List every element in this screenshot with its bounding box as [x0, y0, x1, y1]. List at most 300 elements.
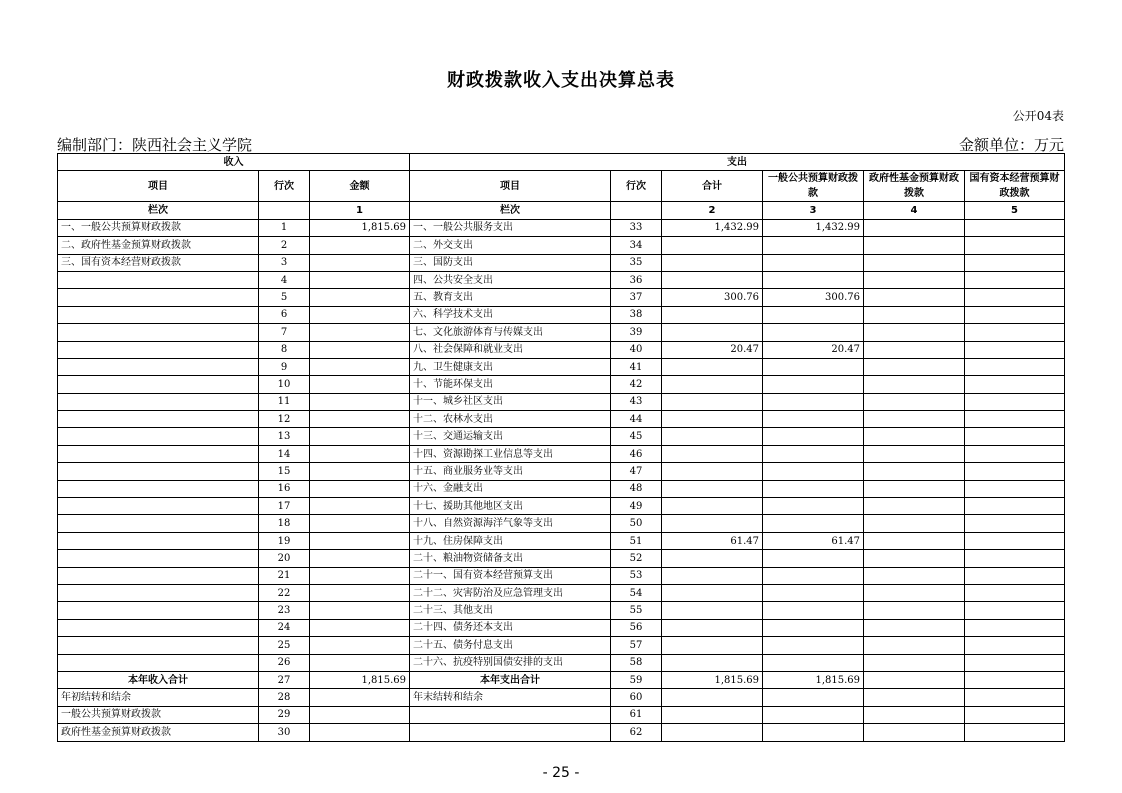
- expense-line-cell: 46: [611, 445, 662, 462]
- table-number: 公开04表: [1012, 109, 1064, 123]
- table-row: [58, 724, 1065, 741]
- total-cell: [662, 515, 763, 532]
- fund-budget-cell: [864, 706, 965, 723]
- income-amount-header: 金额: [310, 171, 410, 202]
- column-label: 栏次: [410, 202, 611, 219]
- table-row: [58, 463, 1065, 480]
- income-item-cell: [58, 532, 259, 549]
- table-row: [58, 376, 1065, 393]
- income-amount-cell: [310, 428, 410, 445]
- fund-budget-cell: [864, 671, 965, 688]
- expense-item-cell: 十、节能环保支出: [410, 376, 611, 393]
- general-budget-cell: 20.47: [763, 341, 864, 358]
- capital-budget-cell: [965, 480, 1065, 497]
- total-cell: [662, 637, 763, 654]
- expense-item-cell: 五、教育支出: [410, 289, 611, 306]
- general-budget-cell: [763, 358, 864, 375]
- table-row: [58, 289, 1065, 306]
- income-item-cell: [58, 480, 259, 497]
- fund-budget-cell: [864, 689, 965, 706]
- expense-item-cell: 年末结转和结余: [410, 689, 611, 706]
- total-cell: [662, 498, 763, 515]
- general-budget-cell: [763, 515, 864, 532]
- expense-line-cell: 44: [611, 411, 662, 428]
- fund-budget-cell: [864, 584, 965, 601]
- fund-budget-cell: [864, 358, 965, 375]
- fund-budget-cell: [864, 271, 965, 288]
- income-item-cell: [58, 445, 259, 462]
- total-cell: [662, 411, 763, 428]
- income-amount-cell: [310, 498, 410, 515]
- income-item-cell: 年初结转和结余: [58, 689, 259, 706]
- income-item-cell: [58, 271, 259, 288]
- expense-line-cell: 52: [611, 550, 662, 567]
- table-row: [58, 358, 1065, 375]
- expense-item-cell: 九、卫生健康支出: [410, 358, 611, 375]
- expense-line-cell: 45: [611, 428, 662, 445]
- expense-line-cell: 34: [611, 237, 662, 254]
- capital-budget-cell: [965, 654, 1065, 671]
- total-cell: [662, 358, 763, 375]
- general-budget-cell: [763, 445, 864, 462]
- total-cell: [662, 584, 763, 601]
- income-amount-cell: 1,815.69: [310, 671, 410, 688]
- general-budget-cell: 300.76: [763, 289, 864, 306]
- total-cell: [662, 428, 763, 445]
- page-title: 财政拨款收入支出决算总表: [447, 70, 675, 91]
- table-row: [58, 689, 1065, 706]
- capital-budget-cell: [965, 706, 1065, 723]
- budget-summary-table: [57, 153, 1065, 742]
- total-cell: [662, 724, 763, 741]
- department-label: 编制部门：陕西社会主义学院: [57, 136, 253, 154]
- income-amount-cell: [310, 637, 410, 654]
- income-item-cell: [58, 637, 259, 654]
- table-row: [58, 306, 1065, 323]
- expense-line-cell: 49: [611, 498, 662, 515]
- table-row: [58, 567, 1065, 584]
- capital-budget-cell: [965, 254, 1065, 271]
- income-amount-cell: [310, 358, 410, 375]
- general-budget-cell: [763, 724, 864, 741]
- expense-item-cell: [410, 706, 611, 723]
- fund-budget-cell: [864, 515, 965, 532]
- total-cell: [662, 237, 763, 254]
- expense-line-cell: 59: [611, 671, 662, 688]
- income-item-cell: [58, 463, 259, 480]
- expense-line-cell: 61: [611, 706, 662, 723]
- fund-budget-cell: [864, 254, 965, 271]
- table-row: [58, 637, 1065, 654]
- income-item-cell: [58, 654, 259, 671]
- total-cell: [662, 254, 763, 271]
- income-item-cell: 二、政府性基金预算财政拨款: [58, 237, 259, 254]
- general-budget-cell: [763, 654, 864, 671]
- income-item-cell: 政府性基金预算财政拨款: [58, 724, 259, 741]
- fund-budget-cell: [864, 567, 965, 584]
- table-row: [58, 706, 1065, 723]
- table-row: [58, 498, 1065, 515]
- fund-budget-cell: [864, 550, 965, 567]
- column-number: 4: [864, 202, 965, 219]
- total-cell: [662, 567, 763, 584]
- general-budget-cell: [763, 637, 864, 654]
- general-budget-cell: [763, 498, 864, 515]
- total-cell: [662, 706, 763, 723]
- expense-line-cell: 40: [611, 341, 662, 358]
- table-row: [58, 445, 1065, 462]
- income-line-cell: 27: [259, 671, 310, 688]
- fund-budget-cell: [864, 619, 965, 636]
- general-budget-cell: [763, 393, 864, 410]
- income-amount-cell: [310, 306, 410, 323]
- income-item-cell: [58, 602, 259, 619]
- fund-budget-cell: [864, 376, 965, 393]
- general-budget-cell: [763, 602, 864, 619]
- income-amount-cell: [310, 289, 410, 306]
- income-line-cell: 10: [259, 376, 310, 393]
- expense-item-cell: 十七、援助其他地区支出: [410, 498, 611, 515]
- fund-budget-cell: [864, 498, 965, 515]
- expense-item-cell: 三、国防支出: [410, 254, 611, 271]
- table-row: [58, 602, 1065, 619]
- expense-item-cell: [410, 724, 611, 741]
- general-budget-cell: 1,432.99: [763, 219, 864, 236]
- income-amount-cell: [310, 237, 410, 254]
- general-budget-cell: [763, 376, 864, 393]
- expense-line-cell: 33: [611, 219, 662, 236]
- income-line-cell: 2: [259, 237, 310, 254]
- capital-budget-cell: [965, 289, 1065, 306]
- income-item-header: 项目: [58, 171, 259, 202]
- income-line-cell: 5: [259, 289, 310, 306]
- total-cell: [662, 480, 763, 497]
- income-line-cell: 12: [259, 411, 310, 428]
- general-budget-cell: [763, 306, 864, 323]
- total-cell: [662, 445, 763, 462]
- income-item-cell: [58, 515, 259, 532]
- expense-line-cell: 60: [611, 689, 662, 706]
- fund-budget-cell: [864, 306, 965, 323]
- general-budget-cell: [763, 237, 864, 254]
- income-line-cell: 21: [259, 567, 310, 584]
- capital-budget-cell: [965, 567, 1065, 584]
- general-budget-cell: 1,815.69: [763, 671, 864, 688]
- income-amount-cell: [310, 324, 410, 341]
- fund-budget-cell: [864, 724, 965, 741]
- income-item-cell: [58, 289, 259, 306]
- general-budget-cell: 61.47: [763, 532, 864, 549]
- income-amount-cell: [310, 706, 410, 723]
- capital-budget-cell: [965, 358, 1065, 375]
- income-amount-cell: [310, 619, 410, 636]
- income-line-cell: 25: [259, 637, 310, 654]
- table-row: [58, 324, 1065, 341]
- income-line-cell: 9: [259, 358, 310, 375]
- general-budget-cell: [763, 619, 864, 636]
- expense-header: 支出: [410, 154, 1065, 171]
- fund-budget-cell: [864, 411, 965, 428]
- total-cell: 300.76: [662, 289, 763, 306]
- total-cell: [662, 306, 763, 323]
- capital-budget-cell: [965, 271, 1065, 288]
- expense-line-cell: 51: [611, 532, 662, 549]
- capital-budget-cell: [965, 532, 1065, 549]
- income-item-cell: 一、一般公共预算财政拨款: [58, 219, 259, 236]
- income-line-cell: 8: [259, 341, 310, 358]
- total-cell: [662, 393, 763, 410]
- capital-budget-cell: [965, 550, 1065, 567]
- income-amount-cell: [310, 254, 410, 271]
- income-line-cell: 4: [259, 271, 310, 288]
- expense-line-cell: 55: [611, 602, 662, 619]
- income-amount-cell: [310, 724, 410, 741]
- column-number: 3: [763, 202, 864, 219]
- expense-item-header: 项目: [410, 171, 611, 202]
- total-cell: 20.47: [662, 341, 763, 358]
- capital-budget-cell: [965, 341, 1065, 358]
- expense-line-cell: 47: [611, 463, 662, 480]
- expense-item-cell: 六、科学技术支出: [410, 306, 611, 323]
- expense-item-cell: 二十四、债务还本支出: [410, 619, 611, 636]
- expense-item-cell: 二、外交支出: [410, 237, 611, 254]
- general-budget-cell: [763, 480, 864, 497]
- income-line-cell: 13: [259, 428, 310, 445]
- expense-item-cell: 十四、资源勘探工业信息等支出: [410, 445, 611, 462]
- expense-line-header: 行次: [611, 171, 662, 202]
- general-budget-cell: [763, 567, 864, 584]
- capital-budget-cell: [965, 619, 1065, 636]
- general-budget-cell: [763, 584, 864, 601]
- expense-line-cell: 37: [611, 289, 662, 306]
- total-cell: [662, 654, 763, 671]
- income-amount-cell: [310, 480, 410, 497]
- income-amount-cell: 1,815.69: [310, 219, 410, 236]
- capital-budget-cell: [965, 376, 1065, 393]
- expense-line-cell: 36: [611, 271, 662, 288]
- column-label-blank: [611, 202, 662, 219]
- income-amount-cell: [310, 376, 410, 393]
- expense-line-cell: 50: [611, 515, 662, 532]
- income-header: 收入: [58, 154, 410, 171]
- capital-budget-cell: [965, 324, 1065, 341]
- expense-line-cell: 53: [611, 567, 662, 584]
- table-row: [58, 584, 1065, 601]
- fund-budget-cell: [864, 602, 965, 619]
- column-label-blank: [259, 202, 310, 219]
- fund-budget-cell: [864, 532, 965, 549]
- expense-line-cell: 35: [611, 254, 662, 271]
- expense-item-cell: 本年支出合计: [410, 671, 611, 688]
- expense-item-cell: 十二、农林水支出: [410, 411, 611, 428]
- total-cell: 61.47: [662, 532, 763, 549]
- fund-budget-cell: [864, 637, 965, 654]
- expense-line-cell: 57: [611, 637, 662, 654]
- capital-budget-cell: [965, 219, 1065, 236]
- income-line-cell: 17: [259, 498, 310, 515]
- expense-item-cell: 十一、城乡社区支出: [410, 393, 611, 410]
- general-budget-cell: [763, 411, 864, 428]
- fund-budget-cell: [864, 393, 965, 410]
- general-budget-cell: [763, 550, 864, 567]
- fund-budget-cell: [864, 463, 965, 480]
- general-budget-cell: [763, 706, 864, 723]
- expense-line-cell: 43: [611, 393, 662, 410]
- income-line-cell: 29: [259, 706, 310, 723]
- income-line-cell: 15: [259, 463, 310, 480]
- income-item-cell: 一般公共预算财政拨款: [58, 706, 259, 723]
- table-body: [58, 219, 1065, 741]
- income-amount-cell: [310, 550, 410, 567]
- capital-budget-cell: [965, 428, 1065, 445]
- expense-item-cell: 十三、交通运输支出: [410, 428, 611, 445]
- table-row: [58, 480, 1065, 497]
- expense-item-cell: 十九、住房保障支出: [410, 532, 611, 549]
- total-cell: [662, 376, 763, 393]
- income-amount-cell: [310, 411, 410, 428]
- table-row: [58, 341, 1065, 358]
- income-item-cell: 本年收入合计: [58, 671, 259, 688]
- table-row: [58, 515, 1065, 532]
- capital-budget-header: 国有资本经营预算财政拨款: [965, 171, 1065, 202]
- total-cell: [662, 550, 763, 567]
- expense-item-cell: 十五、商业服务业等支出: [410, 463, 611, 480]
- fund-budget-cell: [864, 237, 965, 254]
- income-line-header: 行次: [259, 171, 310, 202]
- general-budget-cell: [763, 689, 864, 706]
- income-line-cell: 22: [259, 584, 310, 601]
- income-line-cell: 1: [259, 219, 310, 236]
- general-budget-cell: [763, 428, 864, 445]
- income-item-cell: [58, 584, 259, 601]
- expense-item-cell: 二十六、抗疫特别国债安排的支出: [410, 654, 611, 671]
- capital-budget-cell: [965, 671, 1065, 688]
- income-item-cell: [58, 376, 259, 393]
- table-row: [58, 411, 1065, 428]
- general-budget-cell: [763, 463, 864, 480]
- column-number: 5: [965, 202, 1065, 219]
- expense-line-cell: 42: [611, 376, 662, 393]
- expense-item-cell: 一、一般公共服务支出: [410, 219, 611, 236]
- expense-item-cell: 四、公共安全支出: [410, 271, 611, 288]
- income-item-cell: [58, 428, 259, 445]
- capital-budget-cell: [965, 602, 1065, 619]
- income-amount-cell: [310, 463, 410, 480]
- income-line-cell: 6: [259, 306, 310, 323]
- expense-item-cell: 十六、金融支出: [410, 480, 611, 497]
- income-amount-cell: [310, 532, 410, 549]
- capital-budget-cell: [965, 463, 1065, 480]
- capital-budget-cell: [965, 584, 1065, 601]
- income-amount-cell: [310, 654, 410, 671]
- expense-line-cell: 58: [611, 654, 662, 671]
- income-item-cell: [58, 341, 259, 358]
- table-row: [58, 532, 1065, 549]
- table-row: [58, 428, 1065, 445]
- income-line-cell: 18: [259, 515, 310, 532]
- column-label: 栏次: [58, 202, 259, 219]
- income-item-cell: 三、国有资本经营财政拨款: [58, 254, 259, 271]
- fund-budget-cell: [864, 428, 965, 445]
- fund-budget-cell: [864, 480, 965, 497]
- income-amount-cell: [310, 567, 410, 584]
- fund-budget-cell: [864, 654, 965, 671]
- table-row: [58, 219, 1065, 236]
- income-item-cell: [58, 393, 259, 410]
- income-line-cell: 14: [259, 445, 310, 462]
- table-row: [58, 393, 1065, 410]
- column-number: 1: [310, 202, 410, 219]
- income-line-cell: 7: [259, 324, 310, 341]
- fund-budget-cell: [864, 289, 965, 306]
- income-amount-cell: [310, 271, 410, 288]
- income-amount-cell: [310, 584, 410, 601]
- fund-budget-cell: [864, 219, 965, 236]
- income-amount-cell: [310, 445, 410, 462]
- expense-line-cell: 39: [611, 324, 662, 341]
- capital-budget-cell: [965, 445, 1065, 462]
- income-line-cell: 30: [259, 724, 310, 741]
- fund-budget-cell: [864, 324, 965, 341]
- expense-line-cell: 48: [611, 480, 662, 497]
- income-item-cell: [58, 619, 259, 636]
- capital-budget-cell: [965, 515, 1065, 532]
- expense-line-cell: 41: [611, 358, 662, 375]
- total-cell: [662, 602, 763, 619]
- table-row: [58, 550, 1065, 567]
- income-item-cell: [58, 498, 259, 515]
- income-item-cell: [58, 550, 259, 567]
- table-row: [58, 654, 1065, 671]
- income-line-cell: 19: [259, 532, 310, 549]
- total-cell: [662, 324, 763, 341]
- total-cell: 1,432.99: [662, 219, 763, 236]
- income-item-cell: [58, 411, 259, 428]
- expense-item-cell: 十八、自然资源海洋气象等支出: [410, 515, 611, 532]
- total-cell: [662, 271, 763, 288]
- capital-budget-cell: [965, 498, 1065, 515]
- income-amount-cell: [310, 393, 410, 410]
- capital-budget-cell: [965, 237, 1065, 254]
- income-amount-cell: [310, 602, 410, 619]
- expense-line-cell: 38: [611, 306, 662, 323]
- expense-line-cell: 54: [611, 584, 662, 601]
- fund-budget-cell: [864, 341, 965, 358]
- table-row: [58, 237, 1065, 254]
- table-row: [58, 619, 1065, 636]
- income-item-cell: [58, 567, 259, 584]
- capital-budget-cell: [965, 637, 1065, 654]
- general-budget-header: 一般公共预算财政拨款: [763, 171, 864, 202]
- capital-budget-cell: [965, 393, 1065, 410]
- fund-budget-header: 政府性基金预算财政拨款: [864, 171, 965, 202]
- column-number: 2: [662, 202, 763, 219]
- table-row: [58, 271, 1065, 288]
- unit-label: 金额单位：万元: [958, 136, 1064, 154]
- income-line-cell: 11: [259, 393, 310, 410]
- income-line-cell: 23: [259, 602, 310, 619]
- income-amount-cell: [310, 515, 410, 532]
- expense-item-cell: 七、文化旅游体育与传媒支出: [410, 324, 611, 341]
- capital-budget-cell: [965, 689, 1065, 706]
- income-line-cell: 24: [259, 619, 310, 636]
- expense-item-cell: 二十二、灾害防治及应急管理支出: [410, 584, 611, 601]
- expense-line-cell: 62: [611, 724, 662, 741]
- table-row: [58, 671, 1065, 688]
- income-amount-cell: [310, 341, 410, 358]
- expense-item-cell: 八、社会保障和就业支出: [410, 341, 611, 358]
- total-cell: [662, 689, 763, 706]
